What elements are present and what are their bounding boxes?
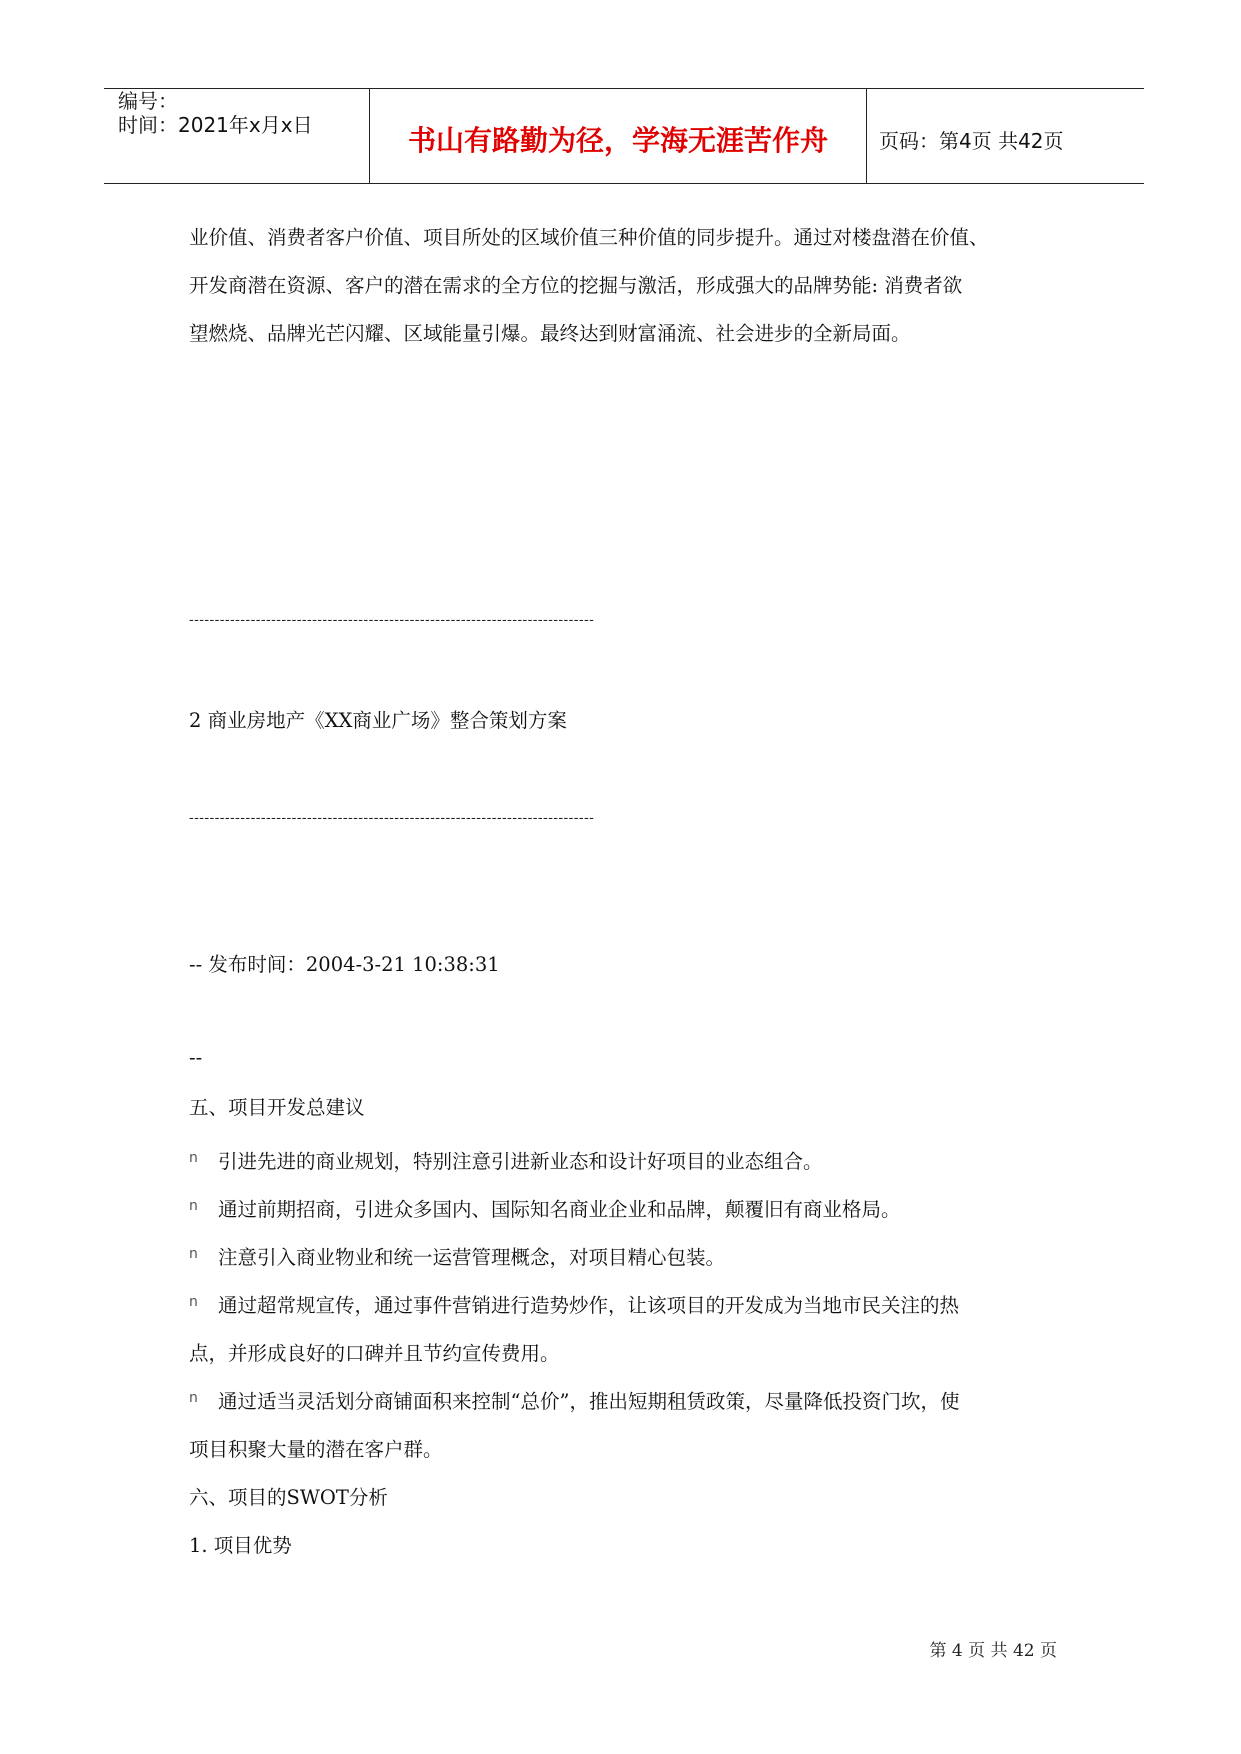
intro-line: 业价值、消费者客户价值、项目所处的区域价值三种价值的同步提升。通过对楼盘潜在价值、 [189,226,989,249]
bullet-icon: n [189,1198,198,1214]
separator-dash-line: ------------------------------------------------------------------------------- [189,612,595,628]
subsection-title: 1. 项目优势 [189,1534,292,1557]
header-motto: 书山有路勤为径，学海无涯苦作舟 [407,124,828,157]
header-meta-cell [104,89,369,183]
bullet-text: 注意引入商业物业和统一运营管理概念，对项目精心包装。 [218,1246,726,1269]
header-page-code: 页码：第4页 共42页 [879,129,1064,153]
document-time-label: 时间：2021年x月x日 [118,113,313,137]
document-number-label: 编号： [118,89,178,113]
double-dash: -- [189,1046,203,1069]
bullet-icon: n [189,1150,198,1166]
bullet-text: 通过前期招商，引进众多国内、国际知名商业企业和品牌，颠覆旧有商业格局。 [218,1198,901,1221]
intro-line: 开发商潜在资源、客户的潜在需求的全方位的挖掘与激活，形成强大的品牌势能: 消费者欲 [189,274,963,297]
bullet-continuation: 点，并形成良好的口碑并且节约宣传费用。 [189,1342,560,1365]
bullet-text: 引进先进的商业规划，特别注意引进新业态和设计好项目的业态组合。 [218,1150,823,1173]
bullet-continuation: 项目积聚大量的潜在客户群。 [189,1438,443,1461]
page-header [104,88,1144,184]
article-title: 2 商业房地产《XX商业广场》整合策划方案 [189,709,567,732]
bullet-icon: n [189,1294,198,1310]
header-page-cell [865,89,1144,183]
section-title: 五、项目开发总建议 [189,1096,365,1119]
intro-line: 望燃烧、品牌光芒闪耀、区域能量引爆。最终达到财富涌流、社会进步的全新局面。 [189,322,911,345]
section-title: 六、项目的SWOT分析 [189,1486,388,1509]
separator-dash-line: ------------------------------------------------------------------------------- [189,810,595,826]
publish-time: -- 发布时间：2004-3-21 10:38:31 [189,953,500,976]
bullet-text: 通过适当灵活划分商铺面积来控制“总价”，推出短期租赁政策，尽量降低投资门坎，使 [218,1390,960,1413]
bullet-icon: n [189,1390,198,1406]
page-footer: 第 4 页 共 42 页 [929,1641,1057,1661]
bullet-icon: n [189,1246,198,1262]
bullet-text: 通过超常规宣传，通过事件营销进行造势炒作，让该项目的开发成为当地市民关注的热 [218,1294,960,1317]
header-motto-cell [369,89,867,183]
